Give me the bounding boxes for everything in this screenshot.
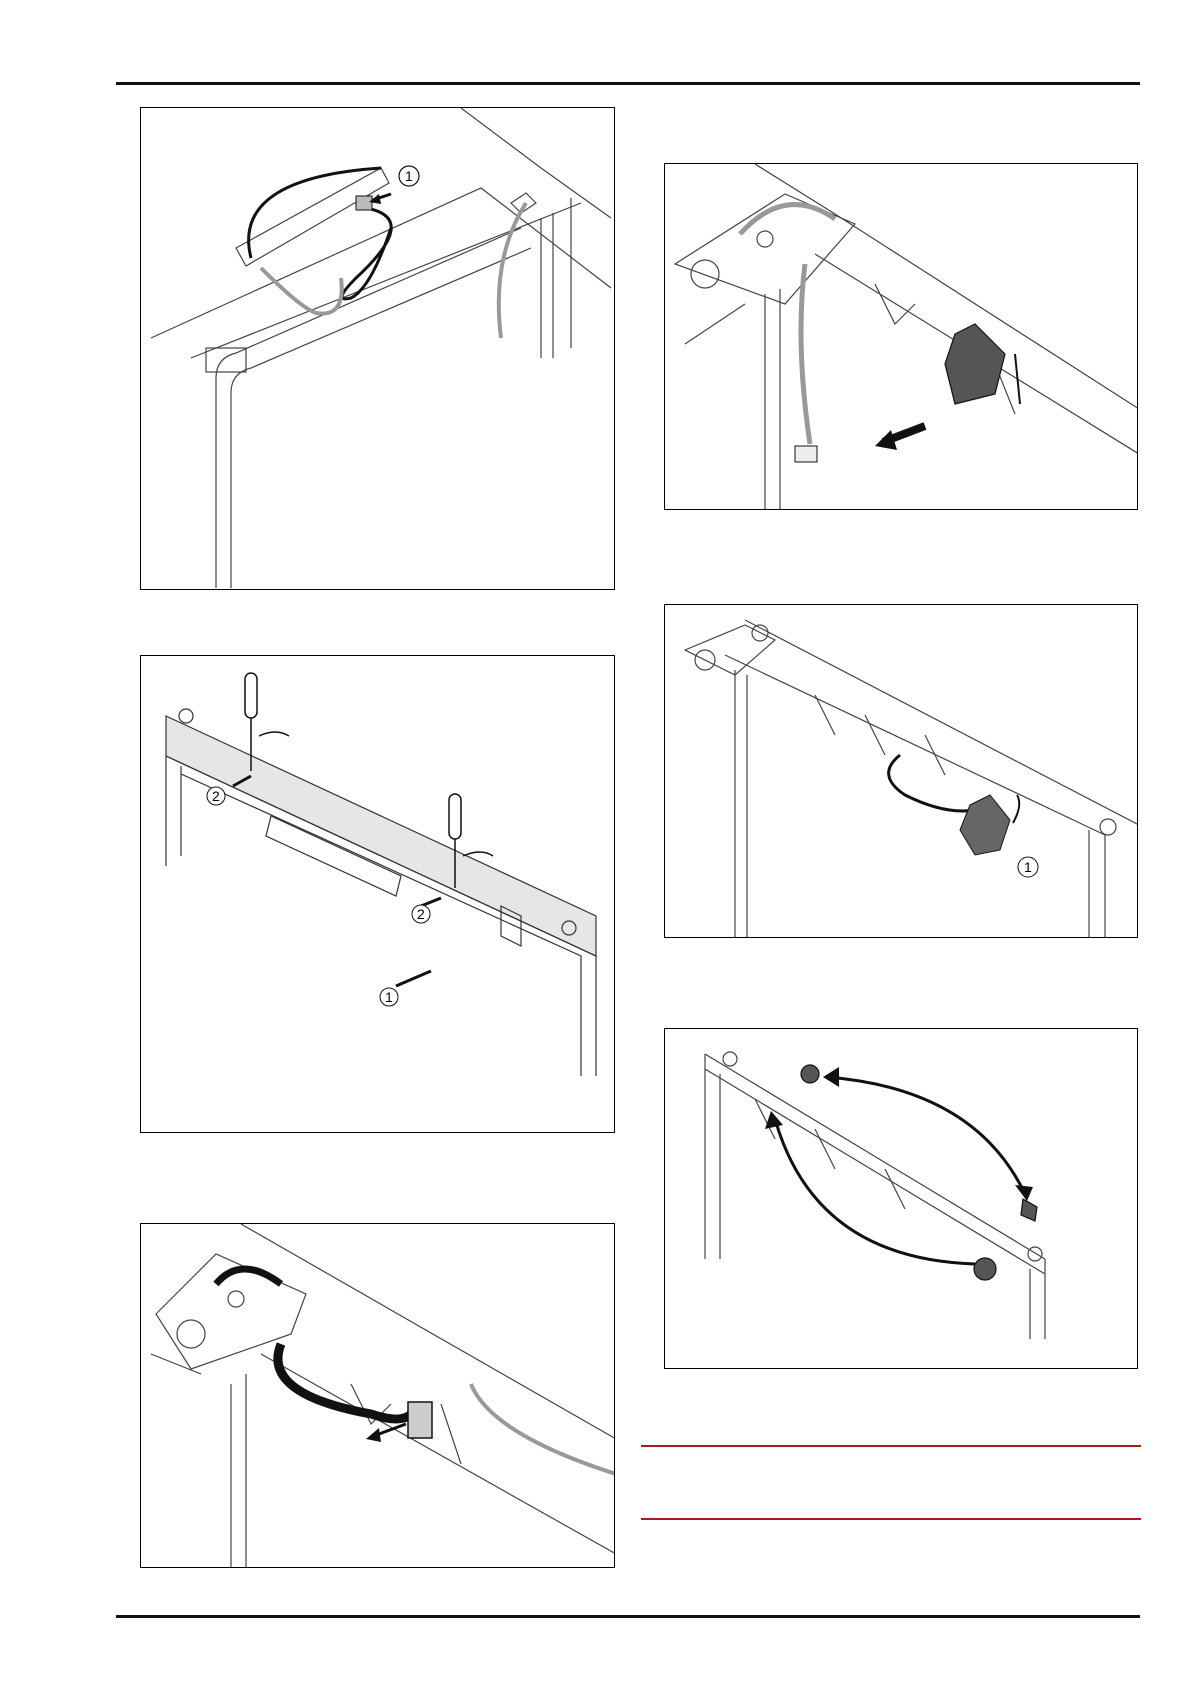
figure-2-illustration	[140, 655, 615, 1133]
callout-label: 2	[212, 788, 220, 804]
figure-6-illustration	[664, 1028, 1138, 1369]
callout-label: 2	[417, 906, 425, 922]
figure-3-illustration	[140, 1223, 615, 1568]
warning-rule-top	[641, 1445, 1141, 1447]
figure-5-illustration	[664, 604, 1138, 938]
header-rule	[116, 82, 1140, 85]
figure-1-illustration	[140, 107, 615, 590]
callout-label: 1	[1024, 859, 1032, 875]
callout-label: 1	[405, 168, 413, 184]
figure-4-illustration	[664, 163, 1138, 510]
callout-label: 1	[385, 989, 393, 1005]
footer-rule	[116, 1615, 1140, 1618]
warning-rule-bottom	[641, 1518, 1141, 1520]
